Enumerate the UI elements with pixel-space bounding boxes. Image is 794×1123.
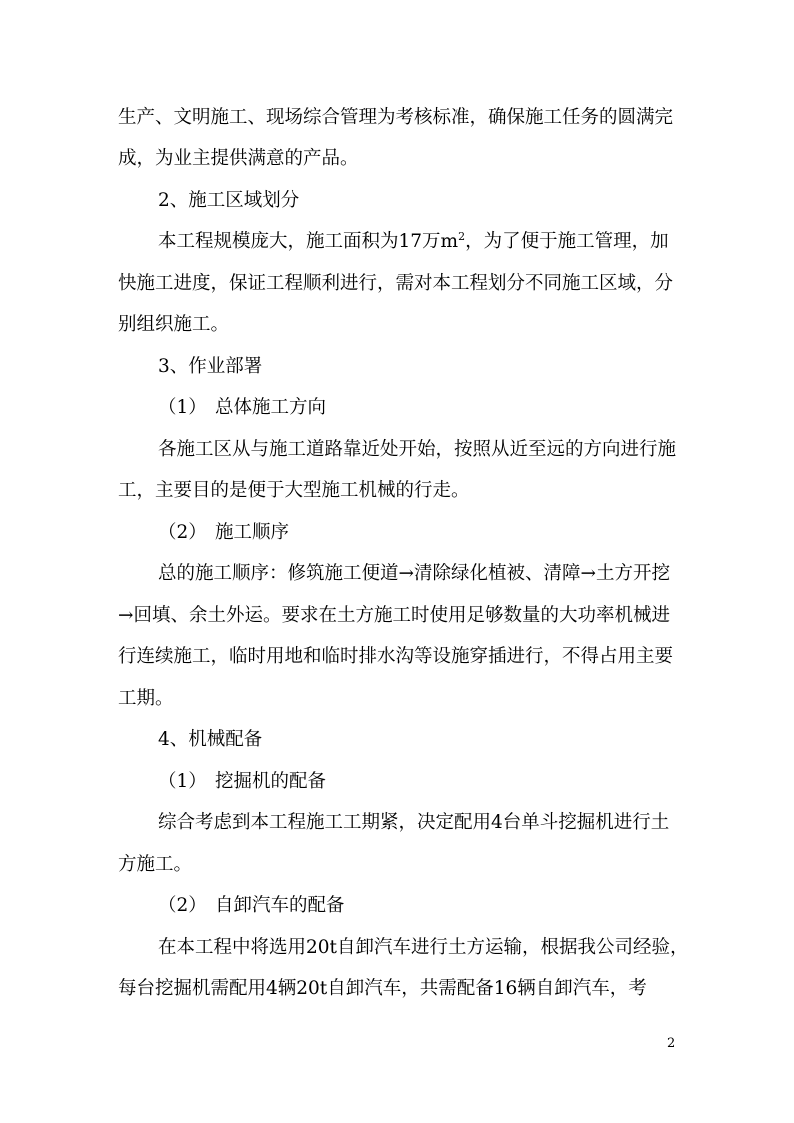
paragraph-line: 本工程规模庞大，施工面积为17万$m^2$，为了便于施工管理，加 <box>158 229 669 252</box>
paragraph-line: 别组织施工。 <box>118 314 230 335</box>
paragraph-line: 每台挖掘机需配用4辆20t自卸汽车，共需配备16辆自卸汽车，考 <box>118 978 647 999</box>
section-heading: 2、施工区域划分 <box>158 190 300 211</box>
section-heading: 3、作业部署 <box>158 356 263 377</box>
paragraph-line: 综合考虑到本工程施工工期紧，决定配用4台单斗挖掘机进行土 <box>158 812 670 833</box>
paragraph-line: 在本工程中将选用20t自卸汽车进行土方运输，根据我公司经验， <box>158 937 689 958</box>
paragraph-line: 生产、文明施工、现场综合管理为考核标准，确保施工任务的圆满完 <box>118 107 674 128</box>
paragraph-line: →回填、余土外运。要求在土方施工时使用足够数量的大功率机械进 <box>118 605 671 626</box>
paragraph-line: 方施工。 <box>118 854 193 875</box>
section-heading: 4、机械配备 <box>158 729 263 750</box>
subsection-heading: （2） 施工顺序 <box>158 522 290 543</box>
superscript: 2 <box>458 229 466 243</box>
page-number: 2 <box>667 1036 676 1051</box>
paragraph-line: 工，主要目的是便于大型施工机械的行走。 <box>118 480 470 501</box>
paragraph-line: 成，为业主提供满意的产品。 <box>118 148 359 169</box>
subsection-heading: （2） 自卸汽车的配备 <box>158 895 345 916</box>
paragraph-line: 行连续施工，临时用地和临时排水沟等设施穿插进行，不得占用主要 <box>118 646 674 667</box>
paragraph-line: 快施工进度，保证工程顺利进行，需对本工程划分不同施工区域，分 <box>118 273 674 294</box>
paragraph-line: 总的施工顺序：修筑施工便道→清除绿化植被、清障→土方开挖 <box>158 563 671 584</box>
subsection-heading: （1） 总体施工方向 <box>158 397 327 418</box>
subsection-heading: （1） 挖掘机的配备 <box>158 771 327 792</box>
paragraph-line: 工期。 <box>118 688 174 709</box>
paragraph-line: 各施工区从与施工道路靠近处开始，按照从近至远的方向进行施 <box>158 439 677 460</box>
